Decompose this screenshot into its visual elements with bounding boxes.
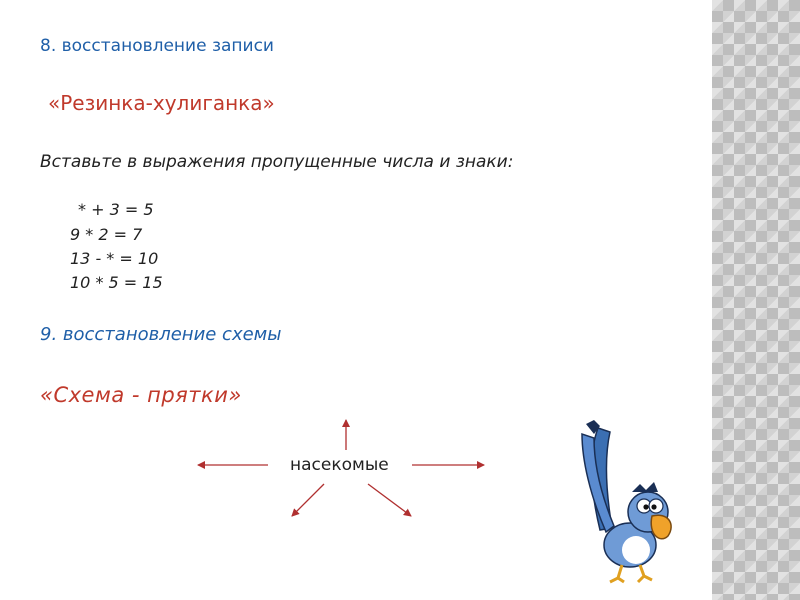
decorative-side-pattern — [712, 0, 800, 600]
task-9-subtitle: «Схема - прятки» — [40, 383, 242, 407]
task-8-title: восстановление записи — [61, 36, 274, 56]
expression-2: 9 * 2 = 7 — [70, 225, 143, 244]
task-8-subtitle: «Резинка-хулиганка» — [48, 91, 275, 115]
cartoon-bird-icon — [560, 420, 680, 585]
expression-4: 10 * 5 = 15 — [70, 273, 163, 292]
task-8-heading — [40, 36, 274, 56]
arrow-icon-down-right — [368, 484, 411, 516]
expression-1: * + 3 = 5 — [78, 200, 154, 219]
task-9-heading: 9. восстановление схемы — [40, 324, 282, 345]
scheme-center-word: насекомые — [290, 455, 389, 475]
expression-3: 13 - * = 10 — [70, 249, 159, 268]
task-8-instruction: Вставьте в выражения пропущенные числа и знаки: — [40, 152, 514, 172]
arrow-icon-down-left — [292, 484, 324, 516]
task-8-number: 8. — [40, 36, 57, 56]
